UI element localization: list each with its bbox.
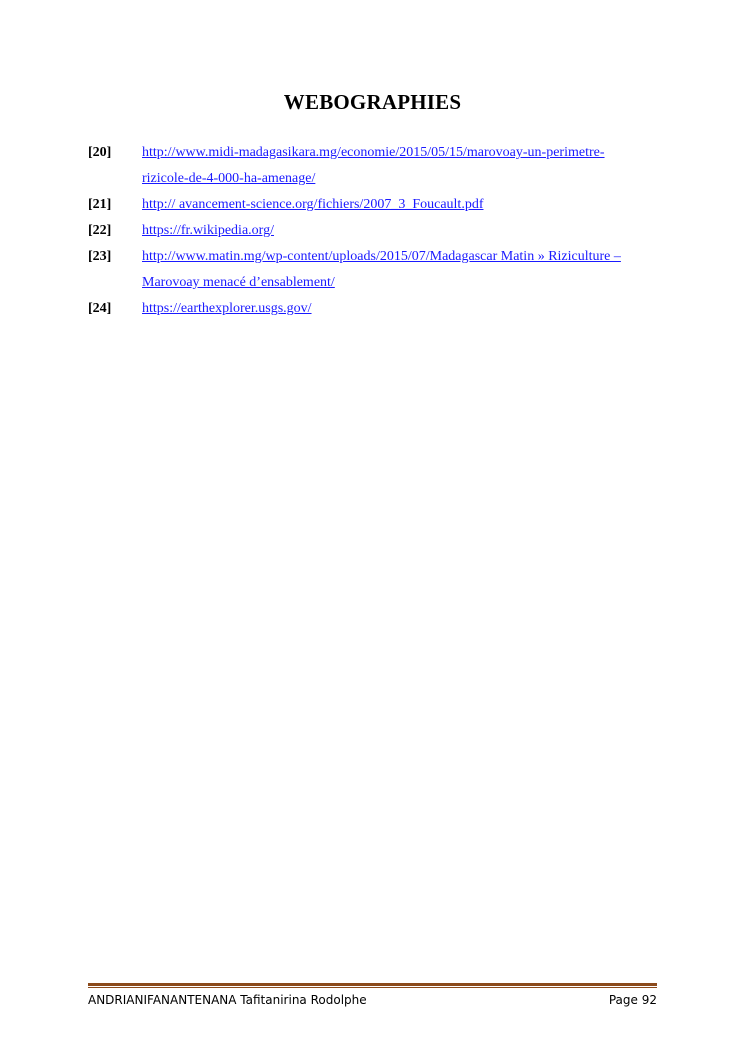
footer-page-indicator (609, 992, 657, 1008)
reference-link[interactable] (142, 244, 668, 296)
reference-list (88, 140, 668, 322)
footer-divider-thick (88, 983, 657, 986)
reference-number: [24] (88, 301, 112, 316)
reference-entry (88, 296, 668, 322)
reference-link[interactable] (142, 192, 668, 218)
footer-divider (88, 983, 657, 989)
footer-page-prefix: Page (608, 993, 638, 1007)
reference-link-line: https://fr.wikipedia.org/ (142, 223, 274, 238)
reference-number: [20] (88, 145, 112, 160)
reference-link-line: Marovoay menacé d’ensablement/ (142, 275, 335, 290)
reference-number: [22] (88, 223, 112, 238)
footer-author: ANDRIANIFANANTENANA Tafitanirina Rodolphe (88, 993, 367, 1007)
reference-link[interactable] (142, 218, 668, 244)
reference-entry (88, 140, 668, 192)
page-title: WEBOGRAPHIES (283, 90, 462, 114)
reference-entry (88, 218, 668, 244)
reference-link[interactable] (142, 296, 668, 322)
footer-divider-thin (88, 987, 657, 988)
footer-page-number: 92 (641, 993, 657, 1007)
reference-link-line: https://earthexplorer.usgs.gov/ (142, 301, 312, 316)
reference-entry (88, 244, 668, 296)
reference-link[interactable] (142, 140, 668, 192)
reference-entry (88, 192, 668, 218)
reference-number: [23] (88, 249, 112, 264)
reference-link-line: rizicole-de-4-000-ha-amenage/ (142, 171, 316, 186)
reference-number: [21] (88, 197, 112, 212)
reference-link-line: http://www.midi-madagasikara.mg/economie/2015/05/15/marovoay-un-perimetre- (142, 145, 605, 160)
reference-link-line: http://www.matin.mg/wp-content/uploads/2015/07/Madagascar Matin » Riziculture – (142, 249, 621, 264)
reference-link-line: http:// avancement-science.org/fichiers/2007_3_Foucault.pdf (142, 197, 484, 212)
